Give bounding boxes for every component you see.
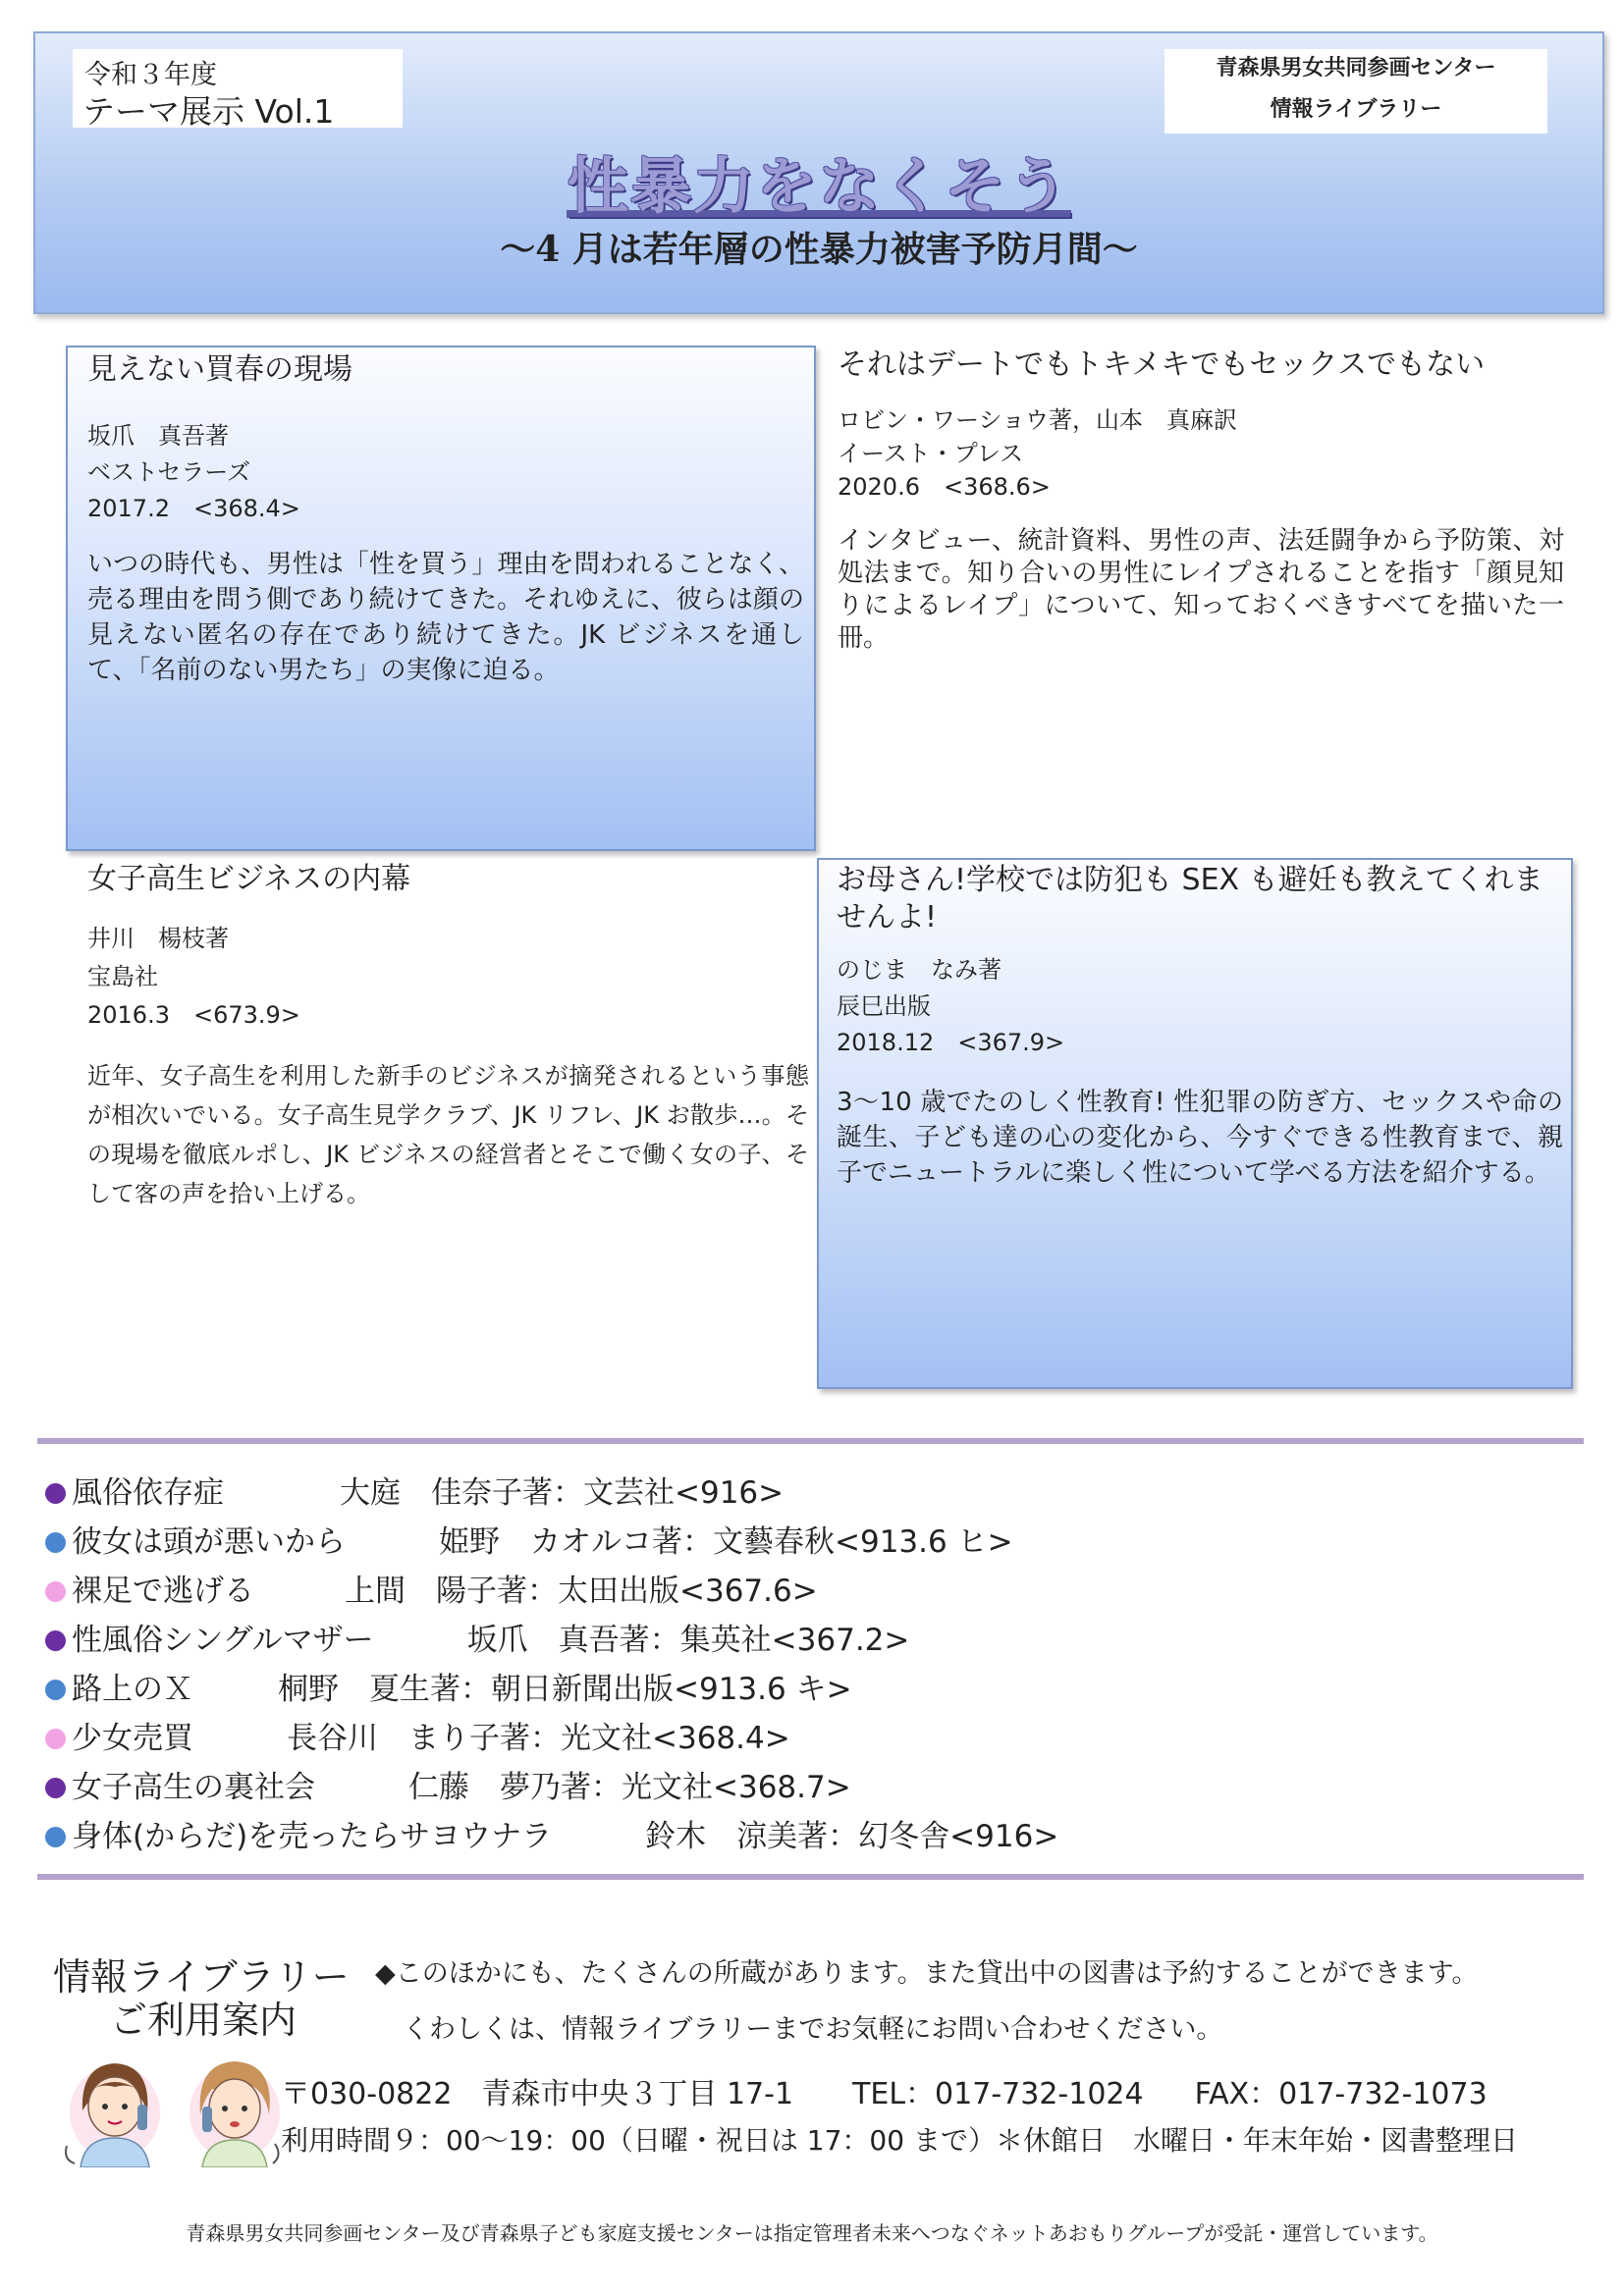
inquiry-notice: くわしくは、情報ライブラリーまでお気軽にお問い合わせください。 bbox=[403, 2014, 1223, 2045]
book-author: 坂爪 真吾著 bbox=[87, 422, 229, 451]
list-item-title: 裸足で逃げる bbox=[72, 1574, 254, 1609]
list-item bbox=[45, 1812, 1577, 1861]
operator-footnote: 青森県男女共同参画センター及び青森県子ども家庭支援センターは指定管理者未来へつなぐネットあおもりグループが受託・運営しています。 bbox=[186, 2221, 1438, 2245]
library-guide-subtitle: ご利用案内 bbox=[110, 1999, 298, 2042]
book-date-call-number: 2018.12 <367.9> bbox=[837, 1029, 1065, 1057]
list-item bbox=[45, 1714, 1577, 1763]
list-item-title: 女子高生の裏社会 bbox=[72, 1770, 315, 1805]
list-item-author: 上間 陽子著：太田出版<367.6> bbox=[345, 1574, 818, 1609]
book-description: インタビュー、統計資料、男性の声、法廷闘争から予防策、対処法まで。知り合いの男性にレイプされることを指す「顔見知りによるレイプ」について、知っておくべきすべてを描いた一冊。 bbox=[838, 526, 1564, 654]
featured-book bbox=[838, 347, 1564, 655]
bullet-dot-icon bbox=[45, 1483, 66, 1504]
book-description: 近年、女子高生を利用した新手のビジネスが摘発されるという事態が相次いでいる。女子高生見学クラブ、JK リフレ、JK お散歩…。その現場を徹底ルポし、JK ビジネスの経営者とそこで働く女の子、そして客の声を拾い上げる。 bbox=[87, 1062, 809, 1208]
book-description: 3～10 歳でたのしく性教育! 性犯罪の防ぎ方、セックスや命の誕生、子ども達の心の変化から、今すぐできる性教育まで、親子でニュートラルに楽しく性について学べる方法を紹介する。 bbox=[837, 1088, 1563, 1189]
bullet-dot-icon bbox=[45, 1532, 66, 1553]
phone-number: TEL：017-732-1024 bbox=[852, 2077, 1144, 2111]
section-divider bbox=[37, 1438, 1584, 1444]
book-author: のじま なみ著 bbox=[837, 956, 1001, 985]
list-item-author: 坂爪 真吾著：集英社<367.2> bbox=[466, 1623, 910, 1658]
book-date-call-number: 2020.6 <368.6> bbox=[838, 473, 1051, 502]
featured-book bbox=[837, 862, 1563, 1191]
organization-name: 青森県男女共同参画センター bbox=[1216, 56, 1496, 80]
bullet-dot-icon bbox=[45, 1827, 66, 1847]
list-item-author: 鈴木 涼美著：幻冬舎<916> bbox=[645, 1819, 1059, 1854]
list-item-title: 彼女は頭が悪いから bbox=[72, 1524, 346, 1560]
featured-book bbox=[87, 351, 804, 688]
list-item-author: 仁藤 夢乃著：光文社<368.7> bbox=[408, 1770, 851, 1805]
list-item-author: 桐野 夏生著：朝日新聞出版<913.6 キ> bbox=[278, 1672, 852, 1707]
list-item-title: 身体(からだ)を売ったらサヨウナラ bbox=[72, 1819, 553, 1854]
list-item-title: 少女売買 bbox=[72, 1721, 193, 1756]
list-item bbox=[45, 1616, 1577, 1665]
book-author: ロビン・ワーショウ著，山本 真麻訳 bbox=[838, 406, 1238, 435]
book-author: 井川 楊枝著 bbox=[87, 925, 229, 953]
list-item bbox=[45, 1567, 1577, 1616]
opening-hours: 利用時間９：00～19：00（日曜・祝日は 17：00 まで）＊休館日 水曜日・年末年始・図書整理日 bbox=[281, 2124, 1518, 2157]
book-publisher: 辰巳出版 bbox=[837, 992, 931, 1021]
fax-number: FAX：017-732-1073 bbox=[1194, 2077, 1488, 2111]
list-item bbox=[45, 1763, 1577, 1812]
book-title: 女子高生ビジネスの内幕 bbox=[87, 862, 411, 896]
street-address: 青森市中央３丁目 17-1 bbox=[481, 2077, 794, 2111]
exhibit-volume: テーマ展示 Vol.1 bbox=[82, 92, 335, 131]
postal-code: 〒030-0822 bbox=[281, 2077, 453, 2111]
organization-library: 情報ライブラリー bbox=[1270, 97, 1442, 122]
list-item-author: 大庭 佳奈子著：文芸社<916> bbox=[340, 1475, 785, 1511]
woman-on-phone-illustration bbox=[61, 2052, 169, 2167]
book-title: それはデートでもトキメキでもセックスでもない bbox=[838, 347, 1486, 382]
list-item-title: 風俗依存症 bbox=[72, 1475, 224, 1511]
featured-book bbox=[87, 861, 809, 1213]
list-item-author: 姫野 カオルコ著：文藝春秋<913.6 ヒ> bbox=[439, 1524, 1013, 1560]
book-date-call-number: 2017.2 <368.4> bbox=[87, 495, 300, 523]
book-description: いつの時代も、男性は「性を買う」理由を問われることなく、売る理由を問う側であり続けてきた。それゆえに、彼らは顔の見えない匿名の存在であり続けてきた。JK ビジネスを通して、「名前のない男たち」の実像に迫る。 bbox=[87, 550, 804, 686]
bullet-dot-icon bbox=[45, 1729, 66, 1749]
list-item bbox=[45, 1665, 1577, 1714]
book-date-call-number: 2016.3 <673.9> bbox=[87, 1001, 300, 1030]
page-title: 性暴力をなくそう bbox=[567, 150, 1070, 222]
section-divider bbox=[37, 1874, 1584, 1880]
library-address-line bbox=[281, 2069, 1488, 2112]
list-item bbox=[45, 1468, 1577, 1518]
page-subtitle: ～4 月は若年層の性暴力被害予防月間～ bbox=[500, 229, 1138, 270]
bullet-dot-icon bbox=[45, 1778, 66, 1798]
book-title: お母さん!学校では防犯も SEX も避妊も教えてくれませんよ! bbox=[837, 863, 1543, 935]
collection-notice: ◆このほかにも、たくさんの所蔵があります。また貸出中の図書は予約することができます。 bbox=[375, 1958, 1479, 1989]
bullet-dot-icon bbox=[45, 1630, 66, 1651]
related-book-list bbox=[45, 1468, 1577, 1861]
list-item-title: 性風俗シングルマザー bbox=[72, 1623, 374, 1658]
list-item bbox=[45, 1518, 1577, 1567]
bullet-dot-icon bbox=[45, 1680, 66, 1700]
list-item-author: 長谷川 まり子著：光文社<368.4> bbox=[287, 1721, 790, 1756]
library-guide-title: 情報ライブラリー bbox=[53, 1955, 350, 1999]
book-title: 見えない買春の現場 bbox=[87, 352, 352, 387]
woman-on-phone-illustration bbox=[181, 2052, 289, 2167]
bullet-dot-icon bbox=[45, 1581, 66, 1602]
book-publisher: 宝島社 bbox=[87, 963, 158, 991]
book-publisher: イースト・プレス bbox=[838, 440, 1024, 468]
book-publisher: ベストセラーズ bbox=[87, 458, 251, 487]
fiscal-year: 令和３年度 bbox=[84, 60, 217, 90]
list-item-title: 路上のＸ bbox=[72, 1672, 193, 1707]
